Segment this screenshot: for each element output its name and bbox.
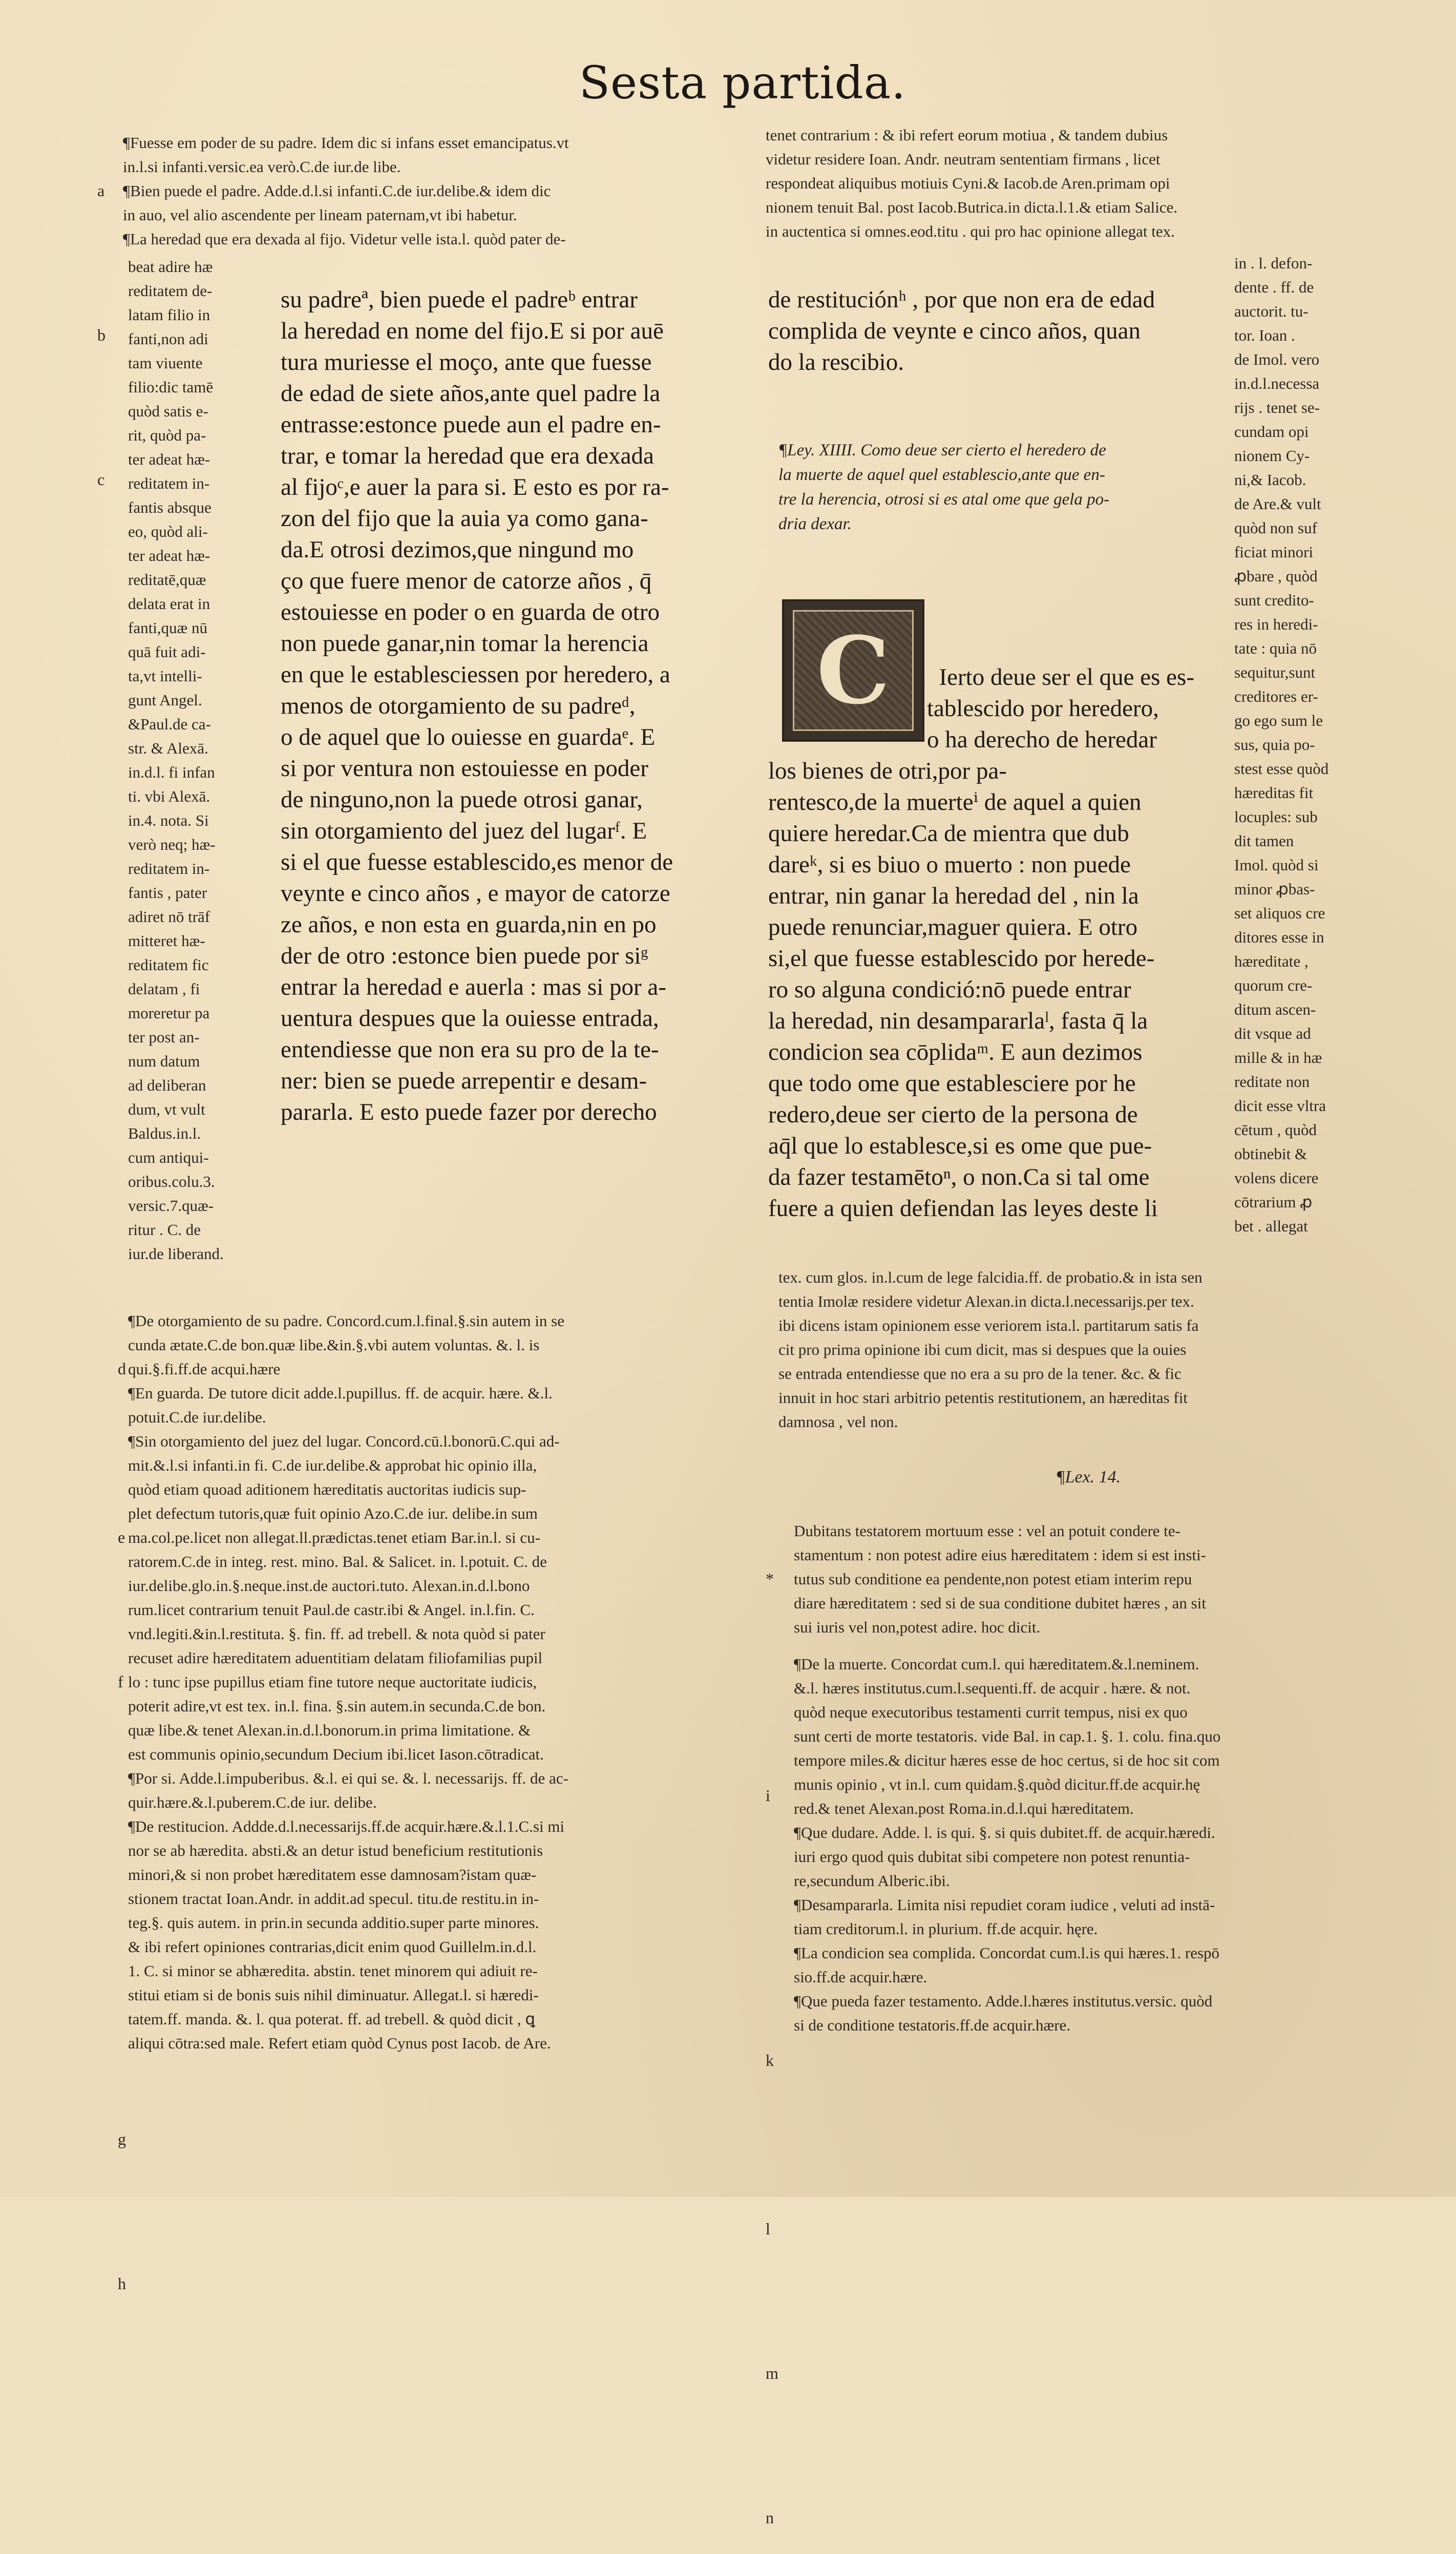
note-letter-b: b	[97, 326, 105, 344]
page-title: Sesta partida.	[579, 56, 906, 109]
note-letter-h: h	[118, 2274, 126, 2293]
note-letter-e: e	[118, 1528, 125, 1546]
right-star-gloss: Dubitans testatorem mortuum esse : vel an potuit condere te- stamentum : non potest adire eius hæreditatem : idem si est insti- tutus sub conditione ea pendente,non potest etiam interim repu diare hæreditatem : sed si de sua conditione dubitet hæres , an sit sui iuris vel non,potest adire. hoc dicit.	[794, 1522, 1207, 1636]
dropcap-letter: C	[793, 610, 914, 731]
note-letter-k: k	[766, 2051, 774, 2069]
right-notes-bottom: ¶De la muerte. Concordat cum.l. qui hæreditatem.&.l.neminem. &.l. hæres institutus.cum.l.sequenti.ff. de acquir . hære. & not. quòd neque executoribus testamenti currit tempus, nisi ex quo sunt certi de morte testatoris. vide Bal. in cap.1. §. 1. colu. fina.quo tempore miles.& dicitur hæres esse de hoc certus, si de hoc sit com munis opinio , vt in.l. cum quidam.§.quòd dicitur.ff.de acquir.hę red.& tenet Alexan.post Roma.in.d.l.qui hæreditatem. ¶Que dudare. Adde. l. is qui. §. si quis dubitet.ff. de acquir.hæredi. iuri ergo quod quis dubitat sibi competere non potest renuntia- re,secundum Alberic.ibi. ¶Desampararla. Limita nisi repudiet coram iudice , veluti ad instā- tiam creditorum.l. in plurium. ff.de acquir. hęre. ¶La condicion sea complida. Concordat cum.l.is qui hæres.1. respō sio.ff.de acquir.hære. ¶Que pueda fazer testamento. Adde.l.hæres institutus.versic. quòd si de conditione testatoris.ff.de acquir.hære.	[794, 1655, 1221, 2034]
note-letters-right	[766, 1519, 786, 2527]
note-letter-i: i	[766, 1786, 770, 1805]
note-letter-a: a	[97, 181, 105, 200]
right-top-gloss: tenet contrarium : & ibi refert eorum motiua , & tandem dubius videtur residere Ioan. Andr. neutram sententiam firmans , licet respondeat aliquibus motiuis Cyni.& Iacob.de Aren.primam opi nionem tenuit Bal. post Iacob.Butrica.in dicta.l.1.& etiam Salice. in auctentica si omnes.eod.titu . qui pro hac opinione allegat tex.	[766, 126, 1178, 240]
main-text-left: su padreª, bien puede el padreᵇ entrar la heredad en nome del fijo.E si por auē tura muriesse el moço, ante que fuesse de edad de siete años,ante quel padre la entrasse:estonce puede aun el padre en- trar, e tomar la heredad que era dexada al fijoᶜ,e auer la para si. E esto es por ra- zon del fijo que la auia ya como gana- da.E otrosi dezimos,que ningund mo ço que fuere menor de catorze años , q̄ estouiesse en poder o en guarda de otro non puede ganar,nin tomar la herencia en que le establesciessen por heredero, a menos de otorgamiento de su padreᵈ, o de aquel que lo ouiesse en guardaᵉ. E si por ventura non estouiesse en poder de ninguno,non la puede otrosi ganar, sin otorgamiento del juez del lugarᶠ. E si el que fuesse establescido,es menor de veynte e cinco años , e mayor de catorze ze años, e non esta en guarda,nin en po der de otro :estonce bien puede por siᵍ entrar la heredad e auerla : mas si por a- uentura despues que la ouiesse entrada, entendiesse que non era su pro de la te- ner: bien se puede arrepentir e desam- pararla. E esto puede fazer por derecho	[281, 286, 673, 1125]
note-letter-n: n	[766, 2508, 774, 2527]
law-heading: ¶Ley. XIIII. Como deue ser cierto el heredero de la muerte de aquel quel establescio,ante que en- tre la herencia, otrosi si es atal ome que gela po- dria dexar.	[778, 441, 1110, 533]
right-gloss-continue: tex. cum glos. in.l.cum de lege falcidia.ff. de probatio.& in ista sen tentia Imolæ residere videtur Alexan.in dicta.l.necessarijs.per tex. ibi dicens istam opinionem esse veriorem ista.l. partitarum satis fa cit pro prima opinione ibi cum dicit, mas si despues que la ouies se entrada entendiesse que no era a su pro de la tener. &c. & fic innuit in hoc stari arbitrio petentis restitutionem, an hæreditas fit damnosa , vel non.	[778, 1268, 1202, 1431]
note-letter-star: *	[766, 1569, 774, 1588]
main-text-right-body	[768, 599, 1237, 1260]
main-text-right-top: de restituciónʰ , por que non era de edad complida de veynte e cinco años, quan do la rescibio.	[768, 286, 1155, 375]
note-letter-g: g	[118, 2130, 126, 2148]
right-narrow-gloss: in . l. defon- dente . ff. de auctorit. tu- tor. Ioan . de Imol. vero in.d.l.necessa rijs . tenet se- cundam opi nionem Cy- ni,& Iacob. de Are.& vult quòd non suf ficiat minori ꝓbare , quòd sunt credito- res in heredi- tate : quia nō sequitur,sunt creditores er- go ego sum le sus, quia po- stest esse quòd hæreditas fit locuples: sub dit tamen Imol. quòd si minor ꝓbas- set aliquos cre ditores esse in hæreditate , quorum cre- ditum ascen- dit vsque ad mille & in hæ reditate non dicit esse vltra cētum , quòd obtinebit & volens dicere cōtrarium ꝓ bet . allegat	[1234, 254, 1329, 1235]
lex-heading: ¶Lex. 14.	[1056, 1468, 1121, 1487]
left-notes-bottom: ¶De otorgamiento de su padre. Concord.cum.l.final.§.sin autem in se cunda ætate.C.de bon.quæ libe.&in.§.vbi autem voluntas. &. l. is qui.§.fi.ff.de acqui.hære ¶En guarda. De tutore dicit adde.l.pupillus. ff. de acquir. hære. &.l. potuit.C.de iur.delibe. ¶Sin otorgamiento del juez del lugar. Concord.cū.l.bonorū.C.qui ad- mit.&.l.si infanti.in fi. C.de iur.delibe.& approbat hic opinio illa, quòd etiam quoad aditionem hæreditatis auctoritas iudicis sup- plet defectum tutoris,quæ fuit opinio Azo.C.de iur. delibe.in sum ma.col.pe.licet non allegat.ll.prædictas.tenet etiam Bar.in.l. si cu- ratorem.C.de in integ. rest. mino. Bal. & Salicet. in. l.potuit. C. de iur.delibe.glo.in.§.neque.inst.de auctori.tuto. Alexan.in.d.l.bono rum.licet contrarium tenuit Paul.de castr.ibi & Angel. in.l.fin. C. vnd.legiti.&in.l.restituta. §. fin. ff. ad trebell. & nota quòd si pater recuset adire hæreditatem aduentitiam delatam filiofamilias pupil lo : tunc ipse pupillus etiam fine tutore neque auctoritate iudicis, poterit adire,vt est tex. in.l. fina. §.sin autem.in secunda.C.de bon. quæ libe.& tenet Alexan.in.d.l.bonorum.in prima limitatione. & est communis opinio,secundum Decium ibi.licet Iason.cōtradicat. ¶Por si. Adde.l.impuberibus. &.l. ei qui se. &. l. necessarijs. ff. de ac- quir.hære.&.l.puberem.C.de iur. delibe. ¶De restitucion. Addde.d.l.necessarijs.ff.de acquir.hære.&.l.1.C.si mi nor se ab hæredita. absti.& an detur istud beneficium restitutionis minori,& si non probet hæreditatem esse damnosam?istam quæ- stionem tractat Ioan.Andr. in addit.ad specul. titu.de restitu.in in- teg.§. quis autem. in prin.in secunda additio.super parte minores. & ibi refert opiniones contrarias,dicit enim quod Guillelm.in.d.l. 1. C. si minor se abhæredita. abstin. tenet minorem qui adiuit re- stitui etiam si de bonis suis nihil diminuatur. Allegat.l. si hæredi- tatem.ff. manda. &. l. qua poterat. ff. ad trebell. & quòd dicit , ꝗ aliqui cōtra:sed male. Refert etiam quòd Cynus post Iacob. de Are.	[128, 1312, 568, 2052]
left-notes-top: ¶Fuesse em poder de su padre. Idem dic si infans esset emancipatus.vt in.l.si infanti.versic.ea verò.C.de iur.de libe. ¶Bien puede el padre. Adde.d.l.si infanti.C.de iur.delibe.& idem dic in auo, vel alio ascendente per lineam paternam,vt ibi habetur. ¶La heredad que era dexada al fijo. Videtur velle ista.l. quòd pater de-	[123, 134, 569, 248]
note-letter-m: m	[766, 2364, 778, 2382]
note-letter-c: c	[97, 470, 105, 489]
note-letter-d: d	[118, 1359, 126, 1378]
main-text-right-body-content: Ierto deue ser el que es es- tablescido por heredero, o ha derecho de heredar los bienes de otri,por pa- rentesco,de la muerteⁱ de aquel a quien quiere heredar.Ca de mientra que dub dareᵏ, si es biuo o muerto : non puede entrar, nin ganar la heredad del , nin la puede renunciar,maguer quiera. E otro si,el que fuesse establescido por herede- ro so alguna condició:nō puede entrar la heredad, nin desampararlaˡ, fasta q̄ la condicion sea cōplidaᵐ. E aun dezimos que todo ome que establesciere por he redero,deue ser cierto de la persona de aq̄l que lo establesce,si es ome que pue- da fazer testamētoⁿ, o non.Ca si tal ome fuere a quien defiendan las leyes deste li	[768, 664, 1194, 1222]
left-narrow-gloss: beat adire hæ reditatem de- latam filio in fanti,non adi tam viuente filio:dic tamē quòd satis e- rit, quòd pa- ter adeat hæ- reditatem in- fantis absque eo, quòd ali- ter adeat hæ- reditatē,quæ delata erat in fanti,quæ nū quā fuit adi- ta,vt intelli- gunt Angel. &Paul.de ca- str. & Alexā. in.d.l. fi infan ti. vbi Alexā. in.4. nota. Si verò neq; hæ- reditatem in- fantis , pater adiret nō trāf mitteret hæ- reditatem fic delatam , fi moreretur pa ter post an- num datum ad deliberan dum, vt vult Baldus.in.l. cum antiqui- oribus.colu.3. versic.7.quæ- ritur . C. de iur.de liberand.	[128, 258, 224, 1263]
note-letter-l: l	[766, 2220, 770, 2238]
note-letter-f: f	[118, 1672, 123, 1691]
note-letters-top	[97, 131, 118, 489]
